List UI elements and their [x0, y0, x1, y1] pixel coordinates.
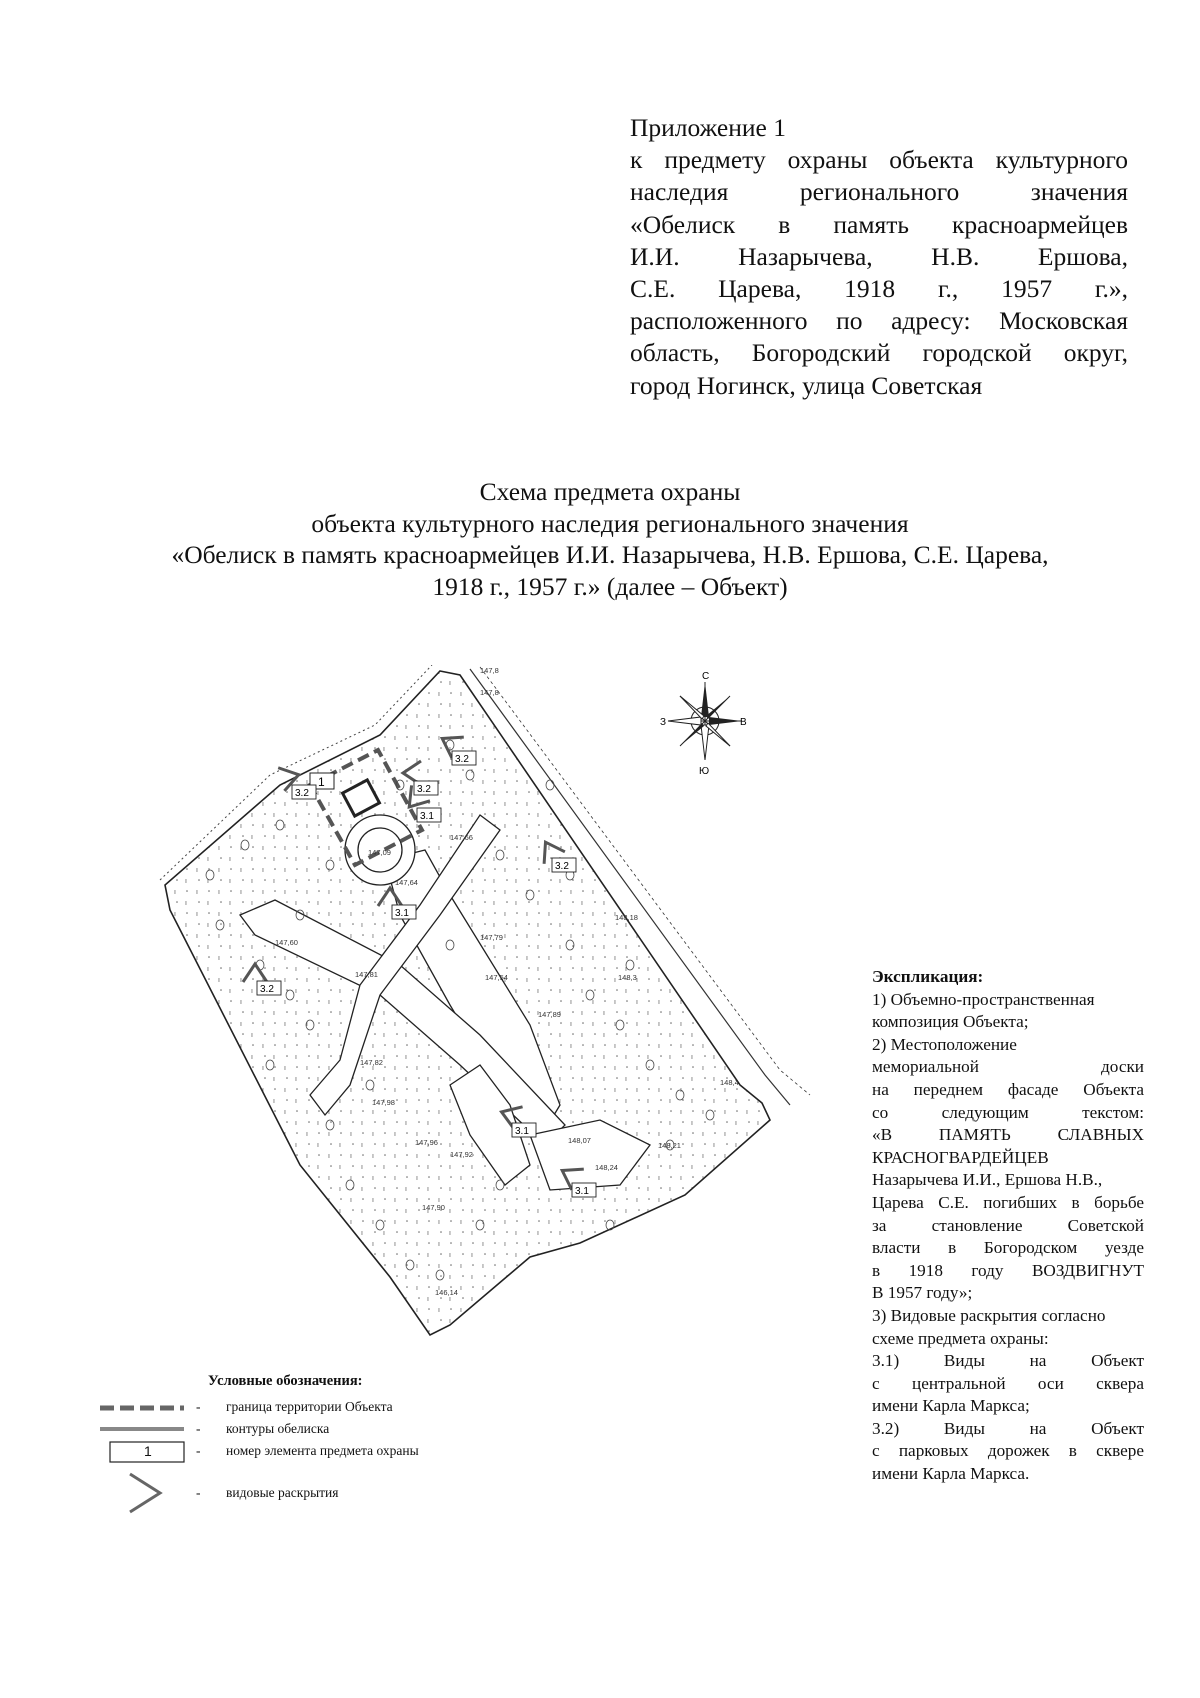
elevation-mark: 147,64	[395, 878, 418, 887]
svg-text:1: 1	[318, 775, 325, 789]
legend-title: Условные обозначения:	[208, 1373, 363, 1389]
tree-icon	[546, 780, 554, 790]
explication-line: КРАСНОГВАРДЕЙЦЕВ	[872, 1147, 1049, 1167]
elevation-mark: 148,24	[595, 1163, 618, 1172]
view-label: 3.2	[555, 861, 569, 872]
compass-west-label: З	[660, 717, 667, 728]
scheme-title	[90, 476, 1130, 602]
explication-line: имени Карла Маркса.	[872, 1464, 1030, 1484]
view-label: 3.1	[515, 1126, 529, 1137]
view-label: 3.1	[575, 1186, 589, 1197]
legend-label: контуры обелиска	[226, 1421, 330, 1436]
legend-dash: -	[196, 1485, 201, 1500]
elevation-mark: 147,79	[480, 933, 503, 942]
explication-line: мемориальной доски	[872, 1057, 1144, 1077]
dashed-line-symbol	[100, 1397, 196, 1419]
legend-item	[100, 1419, 520, 1441]
appendix-block	[630, 112, 1128, 402]
elevation-mark: 147,89	[538, 1010, 561, 1019]
compass-east-label: В	[740, 717, 747, 728]
compass-north-label: С	[702, 671, 710, 682]
explication-line: Царева С.Е. погибших в борьбе	[872, 1192, 1144, 1212]
explication-line: схеме предмета охраны:	[872, 1328, 1049, 1348]
explication-line: в 1918 году ВОЗДВИГНУТ	[872, 1260, 1144, 1280]
view-label: 3.2	[417, 784, 431, 795]
explication-line: композиция Объекта;	[872, 1012, 1029, 1032]
appendix-line: город Ногинск, улица Советская	[630, 370, 983, 400]
elevation-mark: 148,07	[568, 1136, 591, 1145]
explication-line: 3.1) Виды на Объект	[872, 1351, 1144, 1371]
appendix-line: область, Богородский городской округ,	[630, 338, 1128, 368]
elevation-mark: 147,8	[480, 666, 499, 675]
scheme-title-line: Схема предмета охраны	[479, 477, 741, 506]
view-label: 3.1	[395, 908, 409, 919]
explication-line: на переднем фасаде Объекта	[872, 1079, 1144, 1099]
elevation-mark: 148,3	[618, 973, 637, 982]
appendix-line: И.И. Назарычева, Н.В. Ершова,	[630, 241, 1128, 271]
elevation-mark: 147,96	[415, 1138, 438, 1147]
compass-south-label: Ю	[699, 766, 710, 777]
elevation-mark: 147,54	[485, 973, 508, 982]
legend-label: граница территории Объекта	[226, 1399, 393, 1414]
explication-body	[872, 989, 1144, 1486]
legend-item	[100, 1397, 520, 1419]
legend-item	[100, 1441, 520, 1463]
legend-dash: -	[196, 1421, 201, 1436]
elevation-mark: 147,66	[450, 833, 473, 842]
legend-dash: -	[196, 1399, 201, 1414]
appendix-line: «Обелиск в память красноармейцев	[630, 209, 1128, 239]
view-label: 3.2	[260, 984, 274, 995]
explication-line: «В ПАМЯТЬ СЛАВНЫХ	[872, 1125, 1144, 1145]
view-label: 3.1	[420, 811, 434, 822]
elevation-mark: 147,8	[480, 688, 499, 697]
elevation-mark: 147,82	[360, 1058, 383, 1067]
view-label: 3.2	[295, 788, 309, 799]
elevation-mark: 147,98	[372, 1098, 395, 1107]
elevation-mark: 148,4	[720, 1078, 739, 1087]
scheme-title-line: объекта культурного наследия регионального значения	[311, 508, 909, 538]
explication-line: власти в Богородском уезде	[872, 1238, 1144, 1258]
solid-line-symbol	[100, 1419, 196, 1441]
elevation-mark: 147,60	[275, 938, 298, 947]
elevation-mark: 147,81	[355, 970, 378, 979]
legend-label: номер элемента предмета охраны	[226, 1443, 419, 1458]
scheme-title-line: «Обелиск в память красноармейцев И.И. Назарычева, Н.В. Ершова, С.Е. Царева,	[171, 540, 1049, 569]
elevation-mark: 148,18	[615, 913, 638, 922]
explication-title: Экспликация:	[872, 967, 984, 986]
view-chevron-icon	[126, 1471, 166, 1515]
elevation-mark: 147,90	[422, 1203, 445, 1212]
explication-line: за становление Советской	[872, 1215, 1144, 1235]
legend-label: видовые раскрытия	[226, 1485, 339, 1500]
site-plan	[150, 665, 850, 1355]
explication	[872, 966, 1144, 1486]
view-label: 3.2	[455, 754, 469, 765]
legend-dash: -	[196, 1443, 201, 1458]
appendix-line: наследия регионального значения	[630, 177, 1128, 207]
explication-line: с парковых дорожек в сквере	[872, 1441, 1144, 1461]
explication-line: с центральной оси сквера	[872, 1373, 1144, 1393]
explication-line: 1) Объемно-пространственная	[872, 989, 1095, 1009]
legend-box-number: 1	[144, 1443, 152, 1459]
elevation-mark: 148,21	[658, 1141, 681, 1150]
explication-line: имени Карла Маркса;	[872, 1396, 1030, 1416]
explication-line: 3) Видовые раскрытия согласно	[872, 1305, 1106, 1325]
appendix-line: к предмету охраны объекта культурного	[630, 145, 1128, 175]
explication-line: Назарычева И.И., Ершова Н.В.,	[872, 1170, 1103, 1190]
elevation-mark: 146,14	[435, 1288, 458, 1297]
explication-line: В 1957 году»;	[872, 1283, 973, 1303]
explication-line: 2) Местоположение	[872, 1034, 1017, 1054]
explication-line: 3.2) Виды на Объект	[872, 1418, 1144, 1438]
scheme-title-line: 1918 г., 1957 г.» (далее – Объект)	[432, 571, 788, 601]
explication-line: со следующим текстом:	[872, 1102, 1144, 1122]
legend-item	[100, 1471, 520, 1515]
elevation-mark: 147,92	[450, 1150, 473, 1159]
appendix-line: С.Е. Царева, 1918 г., 1957 г.»,	[630, 274, 1128, 304]
elevation-mark: 147,09	[368, 848, 391, 857]
appendix-heading: Приложение 1	[630, 113, 786, 142]
appendix-line: расположенного по адресу: Московская	[630, 306, 1128, 336]
